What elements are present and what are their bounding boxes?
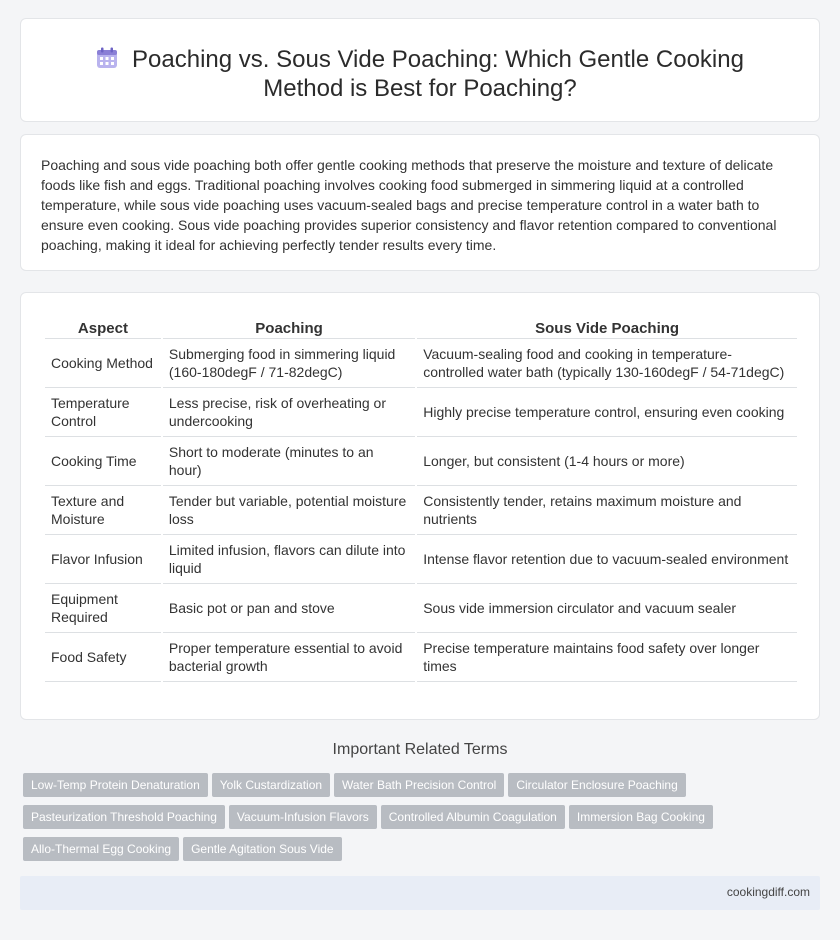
cell-poaching: Less precise, risk of overheating or undercooking [163, 388, 415, 437]
cell-sous-vide: Sous vide immersion circulator and vacuum sealer [417, 584, 797, 633]
cell-poaching: Proper temperature essential to avoid bacterial growth [163, 633, 415, 682]
cell-sous-vide: Longer, but consistent (1-4 hours or more) [417, 437, 797, 486]
table-row [45, 633, 797, 682]
cell-aspect: Texture and Moisture [45, 486, 161, 535]
cell-aspect: Temperature Control [45, 388, 161, 437]
table-row [45, 388, 797, 437]
table-row [45, 535, 797, 584]
cell-sous-vide: Highly precise temperature control, ensuring even cooking [417, 388, 797, 437]
cell-poaching: Tender but variable, potential moisture loss [163, 486, 415, 535]
cell-aspect: Flavor Infusion [45, 535, 161, 584]
term-tag[interactable]: Circulator Enclosure Poaching [508, 773, 685, 797]
term-tag[interactable]: Allo-Thermal Egg Cooking [23, 837, 179, 861]
calendar-icon [96, 47, 118, 69]
term-tag[interactable]: Pasteurization Threshold Poaching [23, 805, 225, 829]
term-tag[interactable]: Low-Temp Protein Denaturation [23, 773, 208, 797]
cell-poaching: Short to moderate (minutes to an hour) [163, 437, 415, 486]
header-poaching: Poaching [163, 313, 415, 339]
cell-poaching: Limited infusion, flavors can dilute into liquid [163, 535, 415, 584]
title-card [20, 18, 820, 122]
table-row [45, 486, 797, 535]
comparison-table [43, 313, 799, 682]
page-title-wrap [21, 45, 819, 103]
table-row [45, 339, 797, 388]
page-title: Poaching vs. Sous Vide Poaching: Which Gentle Cooking Method is Best for Poaching? [132, 46, 744, 102]
footer-site-link[interactable]: cookingdiff.com [726, 885, 810, 899]
header-aspect: Aspect [45, 313, 161, 339]
cell-sous-vide: Vacuum-sealing food and cooking in temperature-controlled water bath (typically 130-160degF / 54-71degC) [417, 339, 797, 388]
term-tag[interactable]: Yolk Custardization [212, 773, 330, 797]
table-header-row [45, 313, 797, 339]
cell-aspect: Food Safety [45, 633, 161, 682]
term-tag[interactable]: Controlled Albumin Coagulation [381, 805, 565, 829]
cell-poaching: Submerging food in simmering liquid (160-180degF / 71-82degC) [163, 339, 415, 388]
cell-sous-vide: Precise temperature maintains food safety over longer times [417, 633, 797, 682]
table-row [45, 584, 797, 633]
intro-card [20, 134, 820, 271]
related-terms-list [23, 773, 813, 869]
cell-sous-vide: Consistently tender, retains maximum moisture and nutrients [417, 486, 797, 535]
cell-sous-vide: Intense flavor retention due to vacuum-sealed environment [417, 535, 797, 584]
intro-paragraph: Poaching and sous vide poaching both offer gentle cooking methods that preserve the moisture and texture of delicate foods like fish and eggs. Traditional poaching involves cooking food submerged in simmering liquid at a controlled temperature, while sous vide poaching uses vacuum-sealed bags and precise temperature control in a water bath to ensure even cooking. Sous vide poaching provides superior consistency and flavor retention compared to conventional poaching, making it ideal for achieving perfectly tender results every time. [41, 157, 777, 253]
cell-poaching: Basic pot or pan and stove [163, 584, 415, 633]
cell-aspect: Cooking Time [45, 437, 161, 486]
header-sous-vide: Sous Vide Poaching [417, 313, 797, 339]
cell-aspect: Cooking Method [45, 339, 161, 388]
related-terms-heading: Important Related Terms [332, 741, 508, 758]
term-tag[interactable]: Immersion Bag Cooking [569, 805, 713, 829]
term-tag[interactable]: Gentle Agitation Sous Vide [183, 837, 342, 861]
term-tag[interactable]: Water Bath Precision Control [334, 773, 504, 797]
table-row [45, 437, 797, 486]
term-tag[interactable]: Vacuum-Infusion Flavors [229, 805, 377, 829]
comparison-card [20, 292, 820, 720]
cell-aspect: Equipment Required [45, 584, 161, 633]
footer-bar [20, 876, 820, 910]
